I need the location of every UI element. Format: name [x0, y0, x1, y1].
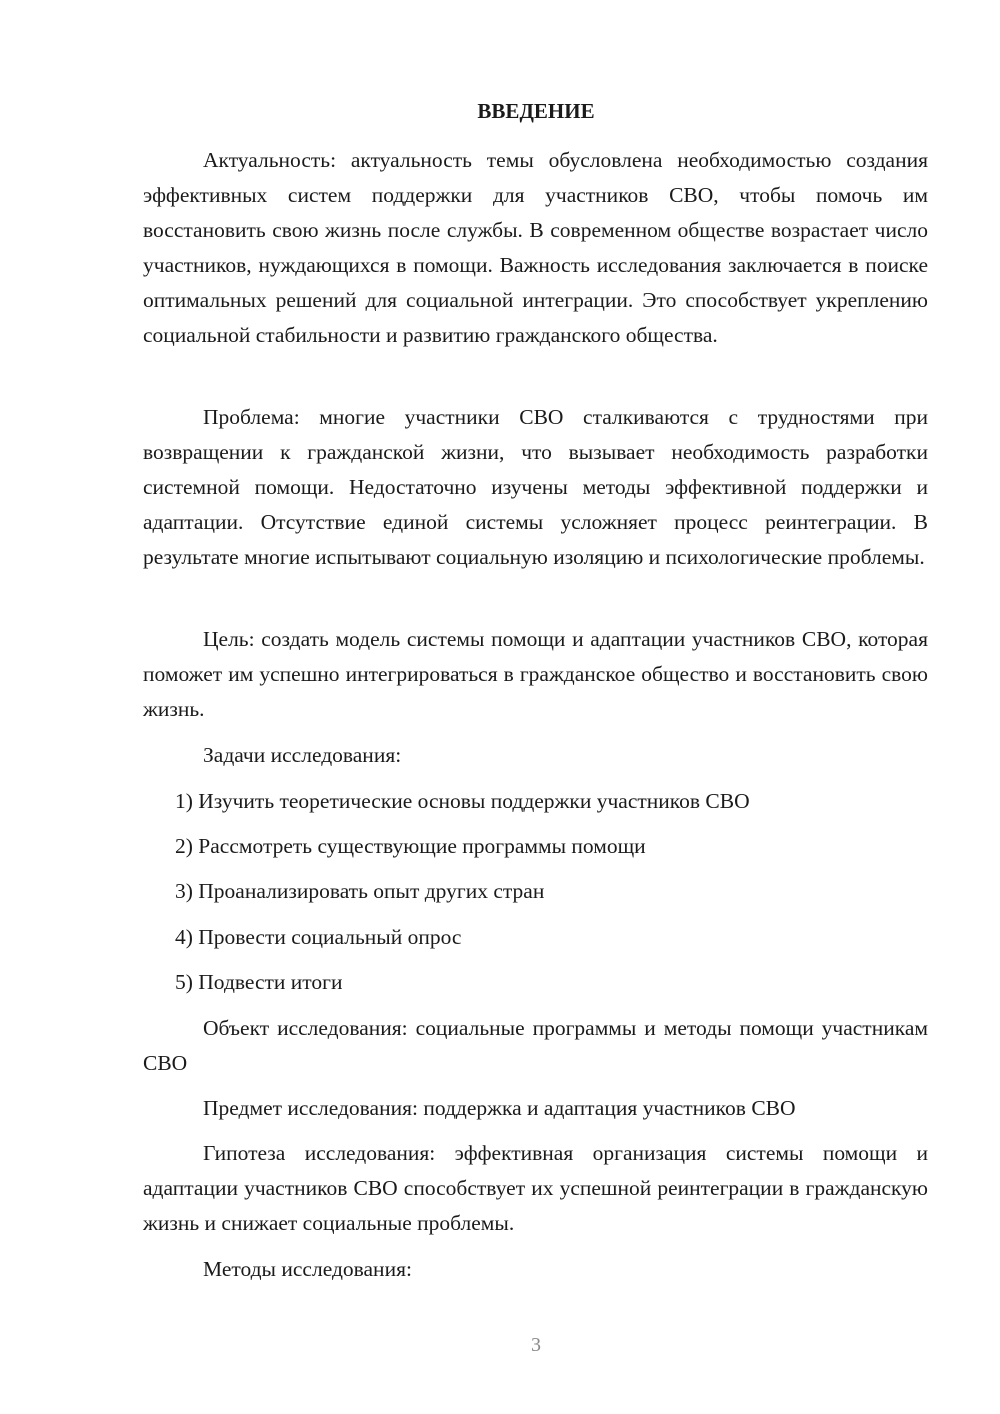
task-list-item: 5) Подвести итоги	[175, 970, 343, 994]
task-list-item: 2) Рассмотреть существующие программы помощи	[175, 834, 646, 858]
task-list-item: 3) Проанализировать опыт других стран	[175, 879, 545, 903]
page-heading: ВВЕДЕНИЕ	[477, 99, 595, 123]
paragraph-problem: Проблема: многие участники СВО сталкиваются с трудностями при возвращении к гражданской жизни, что вызывает необходимость разработки системной помощи. Недостаточно изучены методы эффективной поддержки и адаптации. Отсутствие единой системы усложняет процесс реинтеграции. В результате многие испытывают социальную изоляцию и психологические проблемы.	[143, 405, 928, 569]
methods-heading: Методы исследования:	[203, 1257, 412, 1281]
paragraph-object: Объект исследования: социальные программы и методы помощи участникам СВО	[143, 1016, 928, 1075]
paragraph-subject: Предмет исследования: поддержка и адаптация участников СВО	[203, 1096, 796, 1120]
task-list-item: 4) Провести социальный опрос	[175, 925, 462, 949]
paragraph-goal: Цель: создать модель системы помощи и адаптации участников СВО, которая поможет им успешно интегрироваться в гражданское общество и восстановить свою жизнь.	[143, 627, 928, 721]
page-number: 3	[531, 1334, 541, 1356]
task-list-item: 1) Изучить теоретические основы поддержки участников СВО	[175, 789, 750, 813]
paragraph-relevance: Актуальность: актуальность темы обусловлена необходимостью создания эффективных систем поддержки для участников СВО, чтобы помочь им восстановить свою жизнь после службы. В современном обществе возрастает число участников, нуждающихся в помощи. Важность исследования заключается в поиске оптимальных решений для социальной интеграции. Это способствует укреплению социальной стабильности и развитию гражданского общества.	[143, 148, 928, 347]
paragraph-hypothesis: Гипотеза исследования: эффективная организация системы помощи и адаптации участников СВО способствует их успешной реинтеграции в гражданскую жизнь и снижает социальные проблемы.	[143, 1141, 928, 1235]
tasks-heading: Задачи исследования:	[203, 743, 402, 767]
